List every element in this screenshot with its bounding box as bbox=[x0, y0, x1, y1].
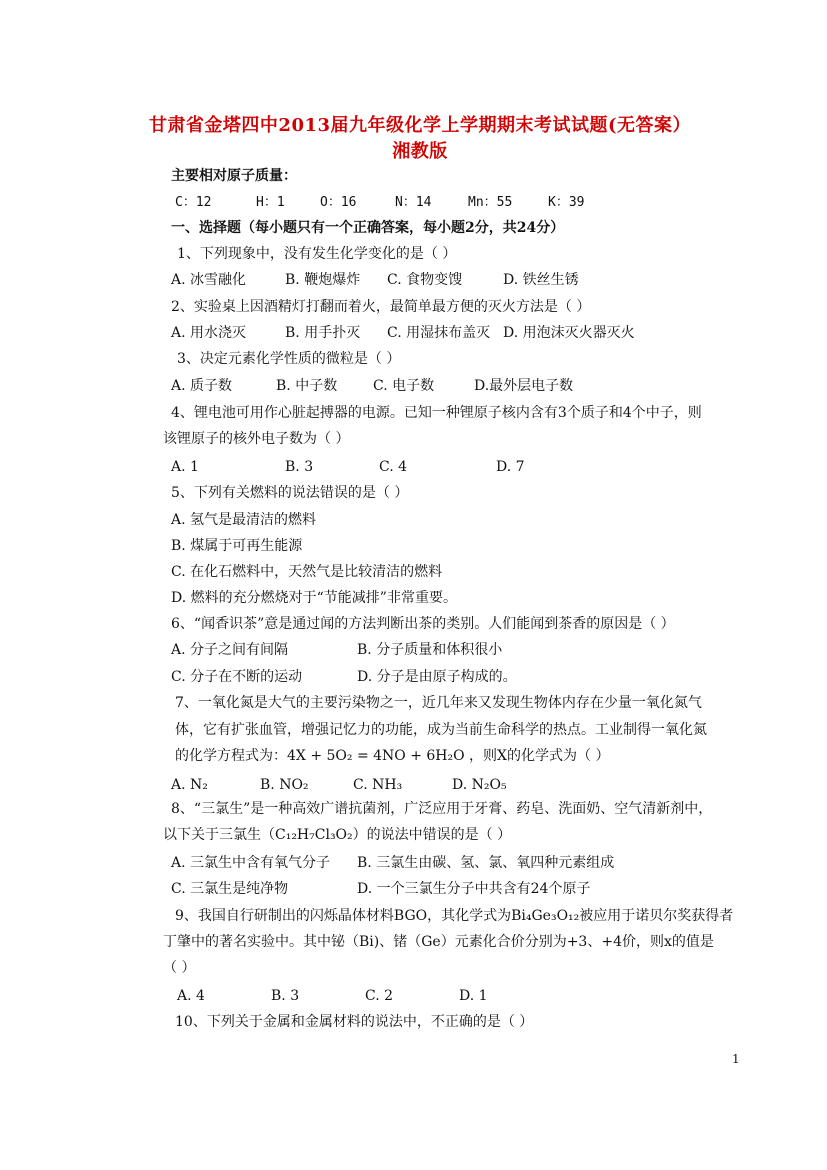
option-a: A. 冰雪融化 bbox=[171, 272, 247, 288]
question-stem: 8、“三氯生”是一种高效广谱抗菌剂，广泛应用于牙膏、药皂、洗面奶、空气清新剂中， bbox=[171, 801, 713, 817]
section-heading: 一、选择题（每小题只有一个正确答案，每小题2分，共24分） bbox=[171, 220, 565, 236]
question-stem: 7、一氧化氮是大气的主要污染物之一，近几年来又发现生物体内存在少量一氧化氮气 bbox=[175, 695, 702, 711]
document-title-line1: 甘肃省金塔四中2013届九年级化学上学期期末考试试题(无答案） bbox=[148, 115, 692, 136]
atomic-mass-heading: 主要相对原子质量： bbox=[171, 168, 297, 184]
question-stem: 6、“闻香识茶”意是通过闻的方法判断出茶的类别。人们能闻到茶香的原因是（ ） bbox=[171, 616, 675, 632]
option-a: A. 用水浇灭 bbox=[171, 325, 247, 341]
question-stem-continued: （ ） bbox=[163, 960, 196, 976]
question-stem: 2、实验桌上因酒精灯打翻而着火，最简单最方便的灭火方法是（ ） bbox=[171, 299, 591, 315]
option-b: B. 煤属于可再生能源 bbox=[171, 538, 303, 554]
option-b: B. 3 bbox=[271, 988, 300, 1004]
question-stem-continued: 丁肇中的著名实验中。其中铋（Bi)、锗（Ge）元素化合价分别为+3、+4价，则x的值是 bbox=[163, 934, 714, 950]
question-stem: 5、下列有关燃料的说法错误的是（ ） bbox=[171, 485, 409, 501]
atomic-mass-c: C：12 bbox=[175, 195, 212, 210]
atomic-mass-n: N：14 bbox=[395, 195, 432, 210]
document-title-line2: 湘教版 bbox=[392, 141, 448, 162]
option-c: C. 4 bbox=[379, 459, 408, 475]
option-b: B. NO₂ bbox=[260, 777, 309, 793]
option-c: C. 三氯生是纯净物 bbox=[171, 881, 289, 897]
option-c: C. 2 bbox=[365, 988, 394, 1004]
option-d: D. 一个三氯生分子中共含有24个原子 bbox=[357, 881, 591, 897]
question-stem: 9、我国自行研制出的闪烁晶体材料BGO，其化学式为Bi₄Ge₃O₁₂被应用于诺贝尔奖获得者 bbox=[175, 908, 734, 924]
option-c: C. 食物变馊 bbox=[387, 272, 463, 288]
option-b: B. 3 bbox=[285, 459, 314, 475]
option-a: A. 三氯生中含有氧气分子 bbox=[171, 855, 331, 871]
option-a: A. 氢气是最清洁的燃料 bbox=[171, 512, 317, 528]
option-c: C. 电子数 bbox=[373, 378, 435, 394]
atomic-mass-h: H：1 bbox=[256, 195, 285, 210]
option-a: A. N₂ bbox=[171, 777, 208, 793]
question-stem-continued: 的化学方程式为：4X + 5O₂ = 4NO + 6H₂O ，则X的化学式为（ ） bbox=[175, 748, 610, 764]
option-b: B. 中子数 bbox=[276, 378, 338, 394]
option-a: A. 1 bbox=[171, 459, 199, 475]
option-d: D. 铁丝生锈 bbox=[503, 272, 579, 288]
question-stem-continued: 体，它有扩张血管，增强记忆力的功能，成为当前生命科学的热点。工业制得一氧化氮 bbox=[175, 722, 707, 738]
option-c: C. 分子在不断的运动 bbox=[171, 669, 303, 685]
question-stem: 3、决定元素化学性质的微粒是（ ） bbox=[177, 351, 401, 367]
question-stem: 4、锂电池可用作心脏起搏器的电源。已知一种锂原子核内含有3个质子和4个中子，则 bbox=[171, 405, 702, 421]
question-stem-continued: 该锂原子的核外电子数为（ ） bbox=[163, 431, 350, 447]
option-a: A. 分子之间有间隔 bbox=[171, 642, 289, 658]
option-d: D. 用泡沫灭火器灭火 bbox=[503, 325, 635, 341]
option-a: A. 4 bbox=[177, 988, 205, 1004]
option-d: D. 1 bbox=[459, 988, 488, 1004]
question-stem: 10、下列关于金属和金属材料的说法中，不正确的是（ ） bbox=[175, 1014, 534, 1030]
atomic-mass-k: K：39 bbox=[548, 195, 585, 210]
option-c: C. 在化石燃料中，天然气是比较清洁的燃料 bbox=[171, 564, 443, 580]
atomic-mass-o: O：16 bbox=[320, 195, 357, 210]
option-d: D. 燃料的充分燃烧对于“节能减排”非常重要。 bbox=[171, 590, 457, 606]
page-number: 1 bbox=[732, 1052, 740, 1066]
atomic-mass-mn: Mn：55 bbox=[468, 195, 513, 210]
option-a: A. 质子数 bbox=[171, 378, 233, 394]
option-d: D. N₂O₅ bbox=[452, 777, 507, 793]
option-d: D. 7 bbox=[496, 459, 525, 475]
question-stem-continued: 以下关于三氯生（C₁₂H₇Cl₃O₂）的说法中错误的是（ ） bbox=[163, 827, 512, 843]
option-b: B. 分子质量和体积很小 bbox=[357, 642, 503, 658]
option-d: D.最外层电子数 bbox=[474, 378, 574, 394]
question-stem: 1、下列现象中，没有发生化学变化的是（ ） bbox=[177, 246, 457, 262]
option-b: B. 鞭炮爆炸 bbox=[285, 272, 361, 288]
option-c: C. 用湿抹布盖灭 bbox=[387, 325, 491, 341]
option-d: D. 分子是由原子构成的。 bbox=[357, 669, 517, 685]
option-b: B. 用手扑灭 bbox=[285, 325, 361, 341]
option-c: C. NH₃ bbox=[353, 777, 403, 793]
option-b: B. 三氯生由碳、氢、氯、氧四种元素组成 bbox=[357, 855, 615, 871]
